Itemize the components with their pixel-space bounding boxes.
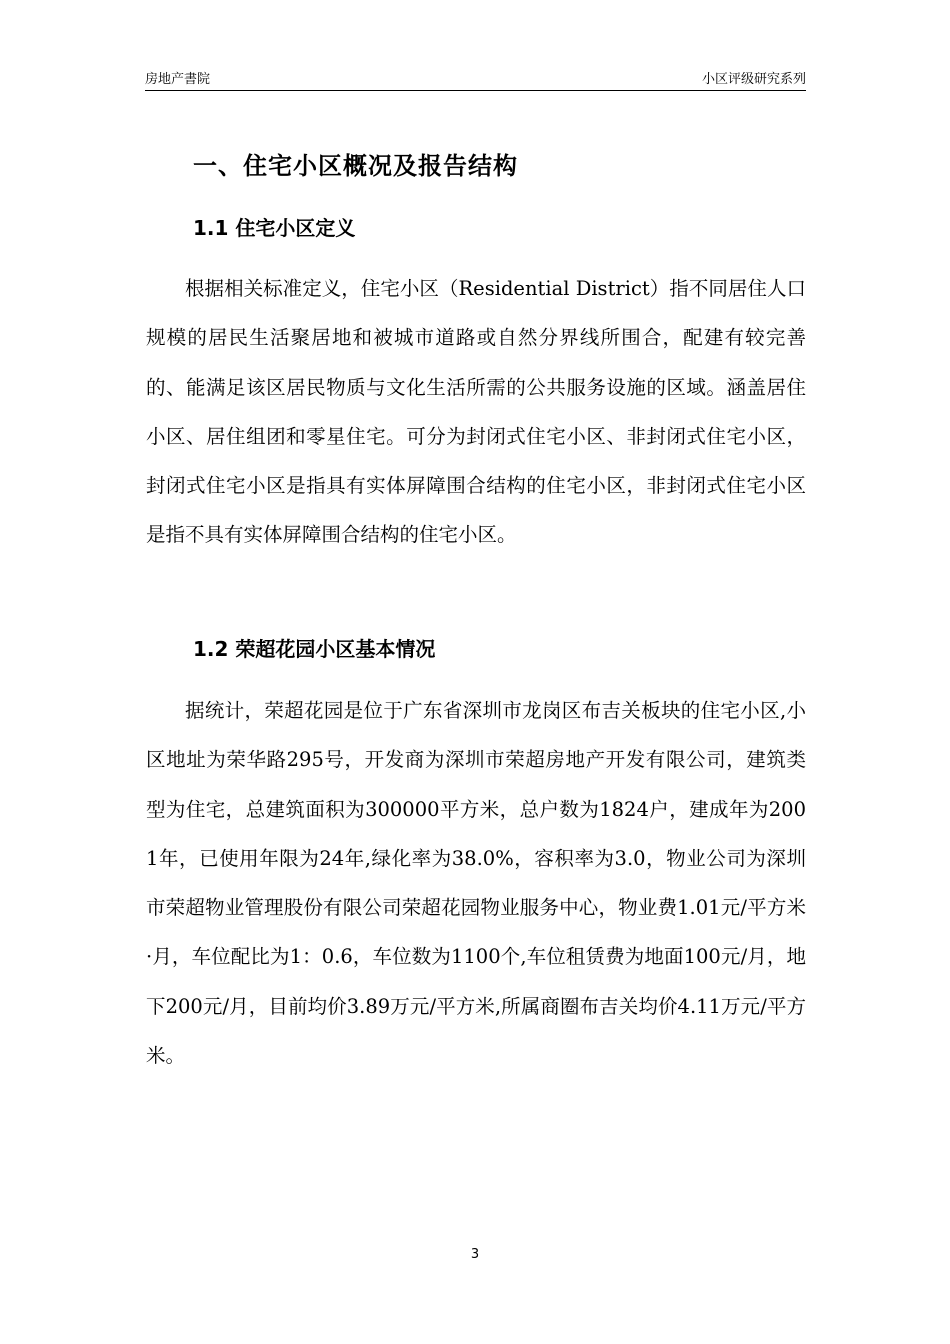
subsection-title-definition: 1.1 住宅小区定义 (193, 216, 356, 240)
page-number: 3 (470, 1247, 480, 1262)
paragraph-basic-info: 据统计，荣超花园是位于广东省深圳市龙岗区布吉关板块的住宅小区,小区地址为荣华路295号，开发商为深圳市荣超房地产开发有限公司，建筑类型为住宅，总建筑面积为300000平方米，总户数为1824户，建成年为2001年，已使用年限为24年,绿化率为38.0%，容积率为3.0，物业公司为深圳市荣超物业管理股份有限公司荣超花园物业服务中心，物业费1.01元/平方米·月，车位配比为1：0.6，车位数为1100个,车位租赁费为地面100元/月，地下200元/月，目前均价3.89万元/平方米,所属商圈布吉关均价4.11万元/平方米。 (146, 699, 806, 1068)
section-title: 一、住宅小区概况及报告结构 (193, 152, 518, 180)
header-series-title: 小区评级研究系列 (701, 72, 806, 87)
paragraph-definition: 根据相关标准定义，住宅小区（Residential District）指不同居住人口规模的居民生活聚居地和被城市道路或自然分界线所围合，配建有较完善的、能满足该区居民物质与文化生活所需的公共服务设施的区域。涵盖居住小区、居住组团和零星住宅。可分为封闭式住宅小区、非封闭式住宅小区，封闭式住宅小区是指具有实体屏障围合结构的住宅小区，非封闭式住宅小区是指不具有实体屏障围合结构的住宅小区。 (146, 277, 806, 547)
header-publisher: 房地产書院 (145, 72, 211, 87)
subsection-title-basic-info: 1.2 荣超花园小区基本情况 (193, 637, 436, 661)
page-header (145, 68, 806, 91)
